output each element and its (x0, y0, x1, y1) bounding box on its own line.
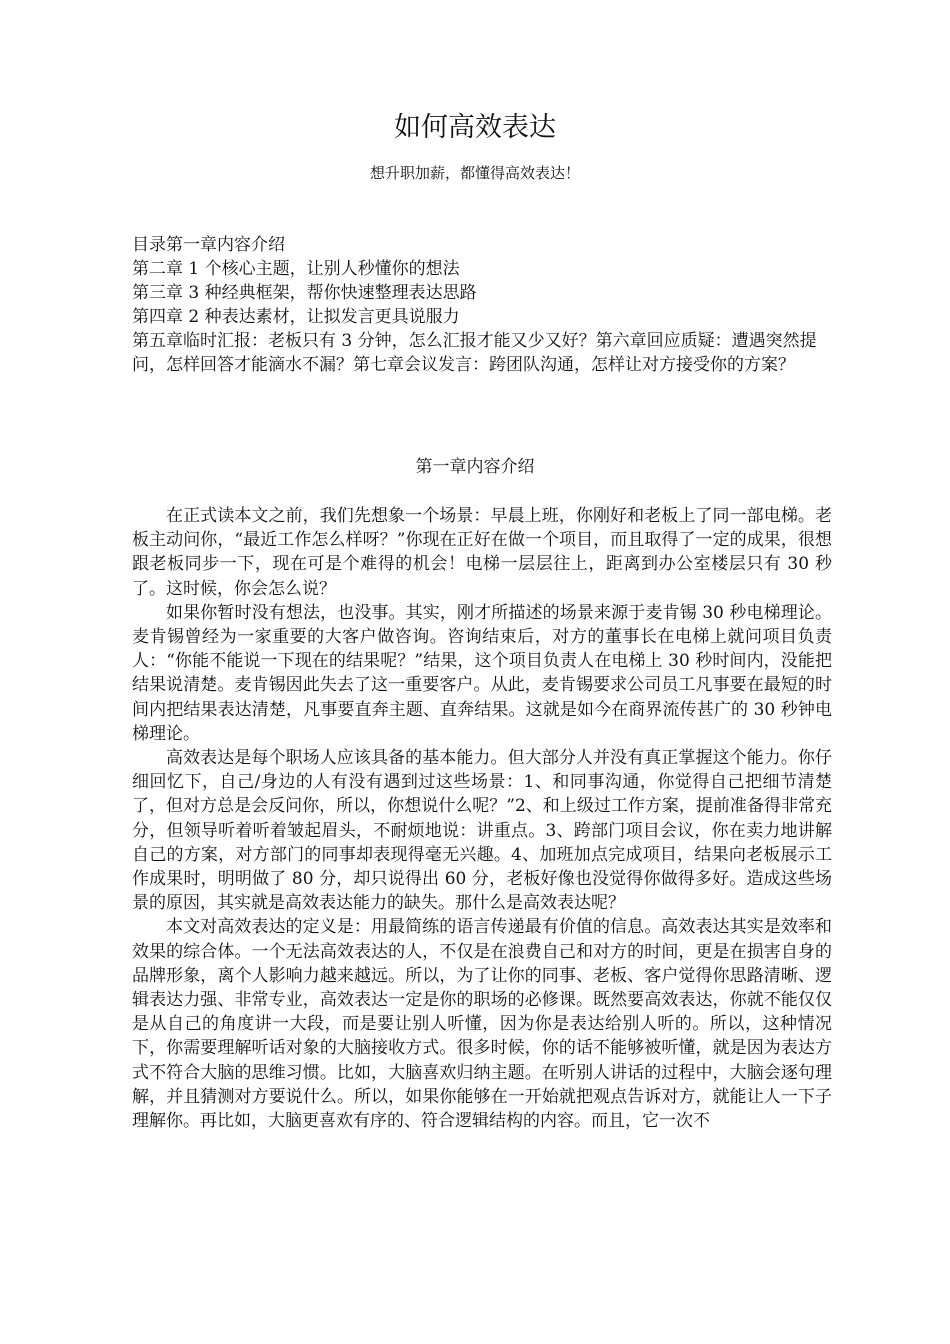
paragraph: 在正式读本文之前，我们先想象一个场景：早晨上班，你刚好和老板上了同一部电梯。老板主动问你，“最近工作怎么样呀？”你现在正好在做一个项目，而且取得了一定的成果，很想跟老板同步一下，现在可是个难得的机会！电梯一层层往上，距离到办公室楼层只有 30 秒了。这时候，你会怎么说？ (132, 506, 832, 599)
document-title: 如何高效表达 (394, 112, 556, 143)
document-subtitle: 想升职加薪，都懂得高效表达！ (369, 164, 580, 182)
toc-line: 第四章 2 种表达素材，让拟发言更具说服力 (132, 307, 460, 327)
paragraph: 高效表达是每个职场人应该具备的基本能力。但大部分人并没有真正掌握这个能力。你仔细回忆下，自己/身边的人有没有遇到过这些场景：1、和同事沟通，你觉得自己把细节清楚了，但对方总是会反问你，所以，你想说什么呢？”2、和上级过工作方案，提前准备得非常充分，但领导听着听着皱起眉头，不耐烦地说：讲重点。3、跨部门项目会议，你在卖力地讲解自己的方案，对方部门的同事却表现得毫无兴趣。4、加班加点完成项目，结果向老板展示工作成果时，明明做了 80 分，却只说得出 60 分，老板好像也没觉得你做得多好。造成这些场景的原因，其实就是高效表达能力的缺失。那什么是高效表达呢？ (132, 748, 832, 914)
toc-line: 目录第一章内容介绍 (132, 235, 285, 255)
toc-line: 第二章 1 个核心主题，让别人秒懂你的想法 (132, 259, 460, 279)
table-of-contents (132, 233, 832, 377)
chapter-heading: 第一章内容介绍 (415, 457, 535, 477)
paragraph: 本文对高效表达的定义是：用最简练的语言传递最有价值的信息。高效表达其实是效率和效果的综合体。一个无法高效表达的人，不仅是在浪费自己和对方的时间，更是在损害自身的品牌形象，离个人影响力越来越远。所以，为了让你的同事、老板、客户觉得你思路清晰、逻辑表达力强、非常专业，高效表达一定是你的职场的必修课。既然要高效表达，你就不能仅仅是从自己的角度讲一大段，而是要让别人听懂，因为你是表达给别人听的。所以，这种情况下，你需要理解听话对象的大脑接收方式。很多时候，你的话不能够被听懂，就是因为表达方式不符合大脑的思维习惯。比如，大脑喜欢归纳主题。在听别人讲话的过程中，大脑会逐句理解，并且猜测对方要说什么。所以，如果你能够在一开始就把观点告诉对方，就能让人一下子理解你。再比如，大脑更喜欢有序的、符合逻辑结构的内容。而且，它一次不 (132, 917, 832, 1132)
paragraph: 如果你暂时没有想法，也没事。其实，刚才所描述的场景来源于麦肯锡 30 秒电梯理论。麦肯锡曾经为一家重要的大客户做咨询。咨询结束后，对方的董事长在电梯上就问项目负责人：“你能不能说一下现在的结果呢？”结果，这个项目负责人在电梯上 30 秒时间内，没能把结果说清楚。麦肯锡因此失去了这一重要客户。从此，麦肯锡要求公司员工凡事要在最短的时间内把结果表达清楚，凡事要直奔主题、直奔结果。这就是如今在商界流传甚广的 30 秒钟电梯理论。 (132, 602, 832, 744)
body-text (132, 504, 832, 1133)
toc-line: 第三章 3 种经典框架，帮你快速整理表达思路 (132, 283, 477, 303)
toc-line: 第五章临时汇报：老板只有 3 分钟，怎么汇报才能又少又好？第六章回应质疑：遭遇突然提问，怎样回答才能滴水不漏？第七章会议发言：跨团队沟通，怎样让对方接受你的方案？ (132, 331, 817, 375)
